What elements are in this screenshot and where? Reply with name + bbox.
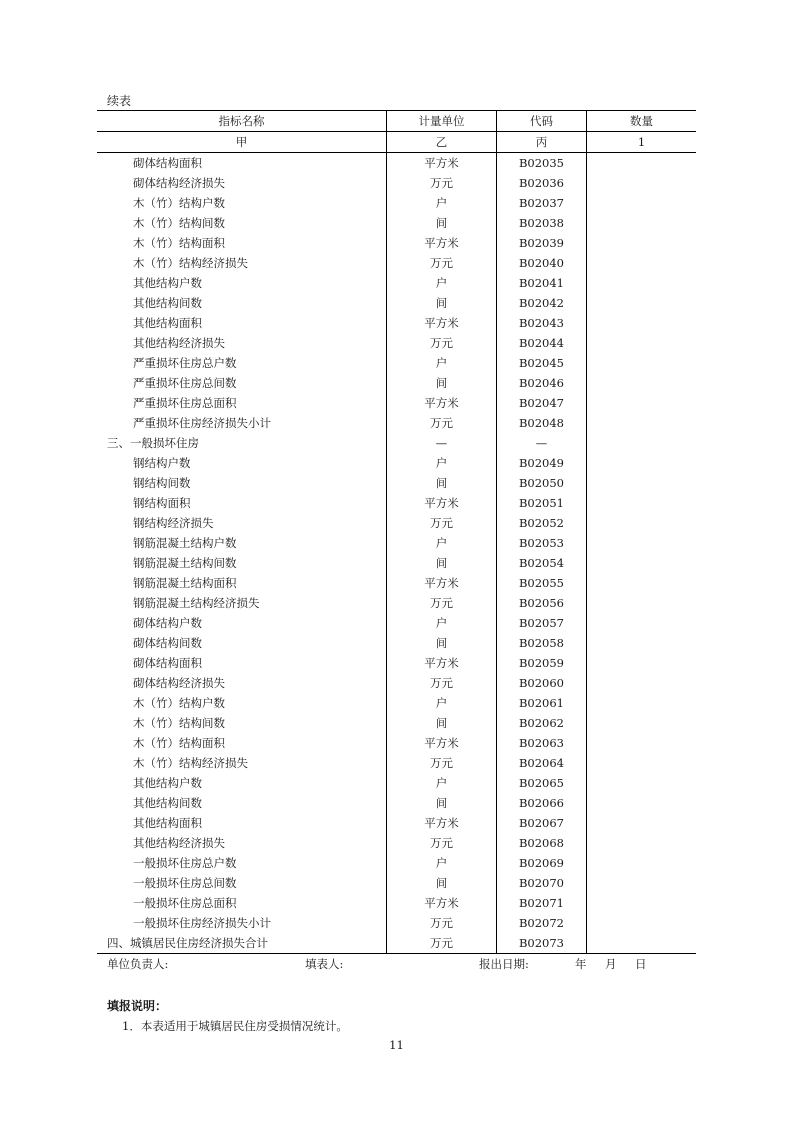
- unit-cell: 户: [387, 273, 497, 293]
- quantity-cell[interactable]: [587, 293, 697, 313]
- quantity-cell[interactable]: [587, 433, 697, 453]
- code-cell: B02066: [497, 793, 587, 813]
- quantity-cell[interactable]: [587, 493, 697, 513]
- code-cell: B02069: [497, 853, 587, 873]
- indicator-name-cell: 其他结构经济损失: [133, 836, 225, 850]
- unit-cell: 平方米: [387, 153, 497, 174]
- subheader-col1: 甲: [97, 132, 387, 153]
- indicator-name-cell: 砌体结构面积: [133, 156, 202, 170]
- month-label: 月: [605, 957, 617, 971]
- indicator-name-cell: 钢结构经济损失: [133, 516, 214, 530]
- quantity-cell[interactable]: [587, 453, 697, 473]
- table-row: [97, 893, 696, 913]
- header-code: 代码: [497, 111, 587, 132]
- unit-cell: 户: [387, 693, 497, 713]
- indicator-name-cell: 严重损坏住房经济损失小计: [133, 416, 271, 430]
- responsible-label: 单位负责人:: [107, 957, 169, 971]
- unit-cell: 平方米: [387, 233, 497, 253]
- indicator-name-cell: 严重损坏住房总户数: [133, 356, 237, 370]
- table-row: [97, 373, 696, 393]
- code-cell: —: [497, 433, 587, 453]
- unit-cell: 户: [387, 853, 497, 873]
- quantity-cell[interactable]: [587, 693, 697, 713]
- table-row: [97, 733, 696, 753]
- table-row: [97, 533, 696, 553]
- table-row: [97, 673, 696, 693]
- unit-cell: 万元: [387, 513, 497, 533]
- unit-cell: 户: [387, 773, 497, 793]
- quantity-cell[interactable]: [587, 153, 697, 174]
- table-row: [97, 513, 696, 533]
- unit-cell: 平方米: [387, 493, 497, 513]
- indicator-name-cell: 木（竹）结构经济损失: [133, 756, 248, 770]
- signature-footer: [97, 954, 693, 974]
- table-row: [97, 413, 696, 433]
- quantity-cell[interactable]: [587, 513, 697, 533]
- code-cell: B02067: [497, 813, 587, 833]
- indicator-name-cell: 钢筋混凝土结构户数: [133, 536, 237, 550]
- quantity-cell[interactable]: [587, 233, 697, 253]
- table-row: [97, 933, 696, 954]
- indicator-name-cell: 砌体结构面积: [133, 656, 202, 670]
- unit-cell: 户: [387, 613, 497, 633]
- unit-cell: 平方米: [387, 393, 497, 413]
- quantity-cell[interactable]: [587, 813, 697, 833]
- table-row: [97, 433, 696, 453]
- code-cell: B02052: [497, 513, 587, 533]
- unit-cell: 万元: [387, 173, 497, 193]
- table-row: [97, 593, 696, 613]
- code-cell: B02044: [497, 333, 587, 353]
- unit-cell: 间: [387, 213, 497, 233]
- quantity-cell[interactable]: [587, 313, 697, 333]
- unit-cell: 间: [387, 793, 497, 813]
- header-indicator-name: 指标名称: [97, 111, 387, 132]
- quantity-cell[interactable]: [587, 473, 697, 493]
- quantity-cell[interactable]: [587, 773, 697, 793]
- code-cell: B02049: [497, 453, 587, 473]
- indicator-name-cell: 木（竹）结构面积: [133, 236, 225, 250]
- unit-cell: 万元: [387, 593, 497, 613]
- code-cell: B02043: [497, 313, 587, 333]
- header-unit: 计量单位: [387, 111, 497, 132]
- quantity-cell[interactable]: [587, 173, 697, 193]
- table-row: [97, 553, 696, 573]
- quantity-cell[interactable]: [587, 893, 697, 913]
- indicator-name-cell: 钢结构间数: [133, 476, 191, 490]
- unit-cell: 间: [387, 713, 497, 733]
- code-cell: B02072: [497, 913, 587, 933]
- unit-cell: 万元: [387, 913, 497, 933]
- table-row: [97, 353, 696, 373]
- indicator-name-cell: 严重损坏住房总面积: [133, 396, 237, 410]
- quantity-cell[interactable]: [587, 673, 697, 693]
- code-cell: B02065: [497, 773, 587, 793]
- indicator-name-cell: 砌体结构经济损失: [133, 676, 225, 690]
- indicator-name-cell: 木（竹）结构户数: [133, 696, 225, 710]
- indicator-name-cell: 一般损坏住房总间数: [133, 876, 237, 890]
- table-row: [97, 853, 696, 873]
- indicator-name-cell: 砌体结构户数: [133, 616, 202, 630]
- code-cell: B02055: [497, 573, 587, 593]
- indicator-name-cell: 一般损坏住房总面积: [133, 896, 237, 910]
- quantity-cell[interactable]: [587, 913, 697, 933]
- notes-title: 填报说明：: [107, 999, 168, 1013]
- unit-cell: 平方米: [387, 813, 497, 833]
- indicator-name-cell: 其他结构户数: [133, 276, 202, 290]
- day-label: 日: [635, 957, 647, 971]
- table-row: [97, 793, 696, 813]
- continued-label: 续表: [107, 94, 132, 108]
- unit-cell: 万元: [387, 253, 497, 273]
- indicator-name-cell: 其他结构间数: [133, 796, 202, 810]
- table-row: [97, 293, 696, 313]
- unit-cell: 万元: [387, 333, 497, 353]
- code-cell: B02051: [497, 493, 587, 513]
- code-cell: B02040: [497, 253, 587, 273]
- table-row: [97, 173, 696, 193]
- indicator-name-cell: 木（竹）结构经济损失: [133, 256, 248, 270]
- indicator-name-cell: 严重损坏住房总间数: [133, 376, 237, 390]
- table-row: [97, 653, 696, 673]
- indicator-name-cell: 木（竹）结构间数: [133, 216, 225, 230]
- unit-cell: 万元: [387, 933, 497, 954]
- subheader-col3: 丙: [497, 132, 587, 153]
- quantity-cell[interactable]: [587, 753, 697, 773]
- table-row: [97, 833, 696, 853]
- quantity-cell[interactable]: [587, 713, 697, 733]
- table-row: [97, 233, 696, 253]
- table-row: [97, 253, 696, 273]
- indicator-name-cell: 四、城镇居民住房经济损失合计: [97, 933, 387, 954]
- unit-cell: 平方米: [387, 313, 497, 333]
- quantity-cell[interactable]: [587, 613, 697, 633]
- code-cell: B02037: [497, 193, 587, 213]
- quantity-cell[interactable]: [587, 573, 697, 593]
- table-row: [97, 713, 696, 733]
- indicator-name-cell: 钢筋混凝土结构面积: [133, 576, 237, 590]
- code-cell: B02071: [497, 893, 587, 913]
- indicator-name-cell: 钢结构面积: [133, 496, 191, 510]
- table-row: [97, 273, 696, 293]
- table-row: [97, 213, 696, 233]
- unit-cell: 间: [387, 633, 497, 653]
- quantity-cell[interactable]: [587, 833, 697, 853]
- quantity-cell[interactable]: [587, 533, 697, 553]
- indicator-name-cell: 其他结构间数: [133, 296, 202, 310]
- table-row: [97, 493, 696, 513]
- table-row: [97, 773, 696, 793]
- quantity-cell[interactable]: [587, 273, 697, 293]
- code-cell: B02050: [497, 473, 587, 493]
- code-cell: B02073: [497, 933, 587, 954]
- indicator-name-cell: 木（竹）结构户数: [133, 196, 225, 210]
- unit-cell: 间: [387, 293, 497, 313]
- code-cell: B02053: [497, 533, 587, 553]
- indicator-name-cell: 其他结构面积: [133, 816, 202, 830]
- table-row: [97, 753, 696, 773]
- unit-cell: 户: [387, 353, 497, 373]
- table-row: [97, 813, 696, 833]
- code-cell: B02057: [497, 613, 587, 633]
- quantity-cell[interactable]: [587, 413, 697, 433]
- quantity-cell[interactable]: [587, 213, 697, 233]
- code-cell: B02060: [497, 673, 587, 693]
- indicator-name-cell: 砌体结构间数: [133, 636, 202, 650]
- code-cell: B02070: [497, 873, 587, 893]
- table-row: [97, 333, 696, 353]
- indicator-name-cell: 其他结构经济损失: [133, 336, 225, 350]
- code-cell: B02068: [497, 833, 587, 853]
- indicator-name-cell: 其他结构户数: [133, 776, 202, 790]
- code-cell: B02059: [497, 653, 587, 673]
- unit-cell: 间: [387, 373, 497, 393]
- quantity-cell[interactable]: [587, 553, 697, 573]
- indicator-name-cell: 其他结构面积: [133, 316, 202, 330]
- subheader-col4: 1: [587, 132, 697, 153]
- code-cell: B02061: [497, 693, 587, 713]
- code-cell: B02041: [497, 273, 587, 293]
- indicator-name-cell: 木（竹）结构间数: [133, 716, 225, 730]
- table-row: [97, 573, 696, 593]
- page-number: 11: [389, 1038, 404, 1052]
- unit-cell: 间: [387, 873, 497, 893]
- indicator-name-cell: 钢筋混凝土结构间数: [133, 556, 237, 570]
- quantity-cell[interactable]: [587, 193, 697, 213]
- code-cell: B02038: [497, 213, 587, 233]
- table-body: [97, 153, 696, 954]
- indicator-name-cell: 砌体结构经济损失: [133, 176, 225, 190]
- quantity-cell[interactable]: [587, 793, 697, 813]
- code-cell: B02056: [497, 593, 587, 613]
- quantity-cell[interactable]: [587, 373, 697, 393]
- indicator-name-cell: 三、一般损坏住房: [107, 436, 199, 450]
- table-row: [97, 393, 696, 413]
- quantity-cell[interactable]: [587, 353, 697, 373]
- header-quantity: 数量: [587, 111, 697, 132]
- quantity-cell[interactable]: [587, 393, 697, 413]
- code-cell: B02047: [497, 393, 587, 413]
- unit-cell: 平方米: [387, 893, 497, 913]
- quantity-cell[interactable]: [587, 653, 697, 673]
- unit-cell: 间: [387, 473, 497, 493]
- quantity-cell[interactable]: [587, 873, 697, 893]
- indicator-name-cell: 一般损坏住房经济损失小计: [133, 916, 271, 930]
- filler-label: 填表人:: [305, 957, 344, 971]
- unit-cell: 间: [387, 553, 497, 573]
- code-cell: B02062: [497, 713, 587, 733]
- code-cell: B02039: [497, 233, 587, 253]
- unit-cell: 万元: [387, 413, 497, 433]
- unit-cell: 户: [387, 533, 497, 553]
- quantity-cell[interactable]: [587, 733, 697, 753]
- code-cell: B02063: [497, 733, 587, 753]
- code-cell: B02048: [497, 413, 587, 433]
- code-cell: B02042: [497, 293, 587, 313]
- unit-cell: 万元: [387, 753, 497, 773]
- indicator-name-cell: 木（竹）结构面积: [133, 736, 225, 750]
- quantity-cell[interactable]: [587, 853, 697, 873]
- unit-cell: 平方米: [387, 573, 497, 593]
- quantity-cell[interactable]: [587, 933, 697, 954]
- code-cell: B02054: [497, 553, 587, 573]
- unit-cell: 平方米: [387, 733, 497, 753]
- table-row: [97, 873, 696, 893]
- code-cell: B02036: [497, 173, 587, 193]
- quantity-cell[interactable]: [587, 633, 697, 653]
- unit-cell: 平方米: [387, 653, 497, 673]
- quantity-cell[interactable]: [587, 253, 697, 273]
- table-row: [97, 693, 696, 713]
- note-item: 1．本表适用于城镇居民住房受损情况统计。: [122, 1019, 348, 1033]
- unit-cell: 万元: [387, 673, 497, 693]
- table-row: [97, 453, 696, 473]
- unit-cell: 万元: [387, 833, 497, 853]
- year-label: 年: [575, 957, 587, 971]
- code-cell: B02058: [497, 633, 587, 653]
- table-row: [97, 313, 696, 333]
- table-subheader-row: [97, 132, 696, 153]
- code-cell: B02035: [497, 153, 587, 174]
- quantity-cell[interactable]: [587, 333, 697, 353]
- code-cell: B02045: [497, 353, 587, 373]
- table-row: [97, 153, 696, 174]
- code-cell: B02046: [497, 373, 587, 393]
- indicator-name-cell: 钢结构户数: [133, 456, 191, 470]
- table-row: [97, 913, 696, 933]
- subheader-col2: 乙: [387, 132, 497, 153]
- quantity-cell[interactable]: [587, 593, 697, 613]
- table-row: [97, 613, 696, 633]
- table-row: [97, 473, 696, 493]
- table-header-row: [97, 111, 696, 132]
- code-cell: B02064: [497, 753, 587, 773]
- table-row: [97, 193, 696, 213]
- table-row: [97, 633, 696, 653]
- report-date-label: 报出日期:: [479, 957, 529, 971]
- unit-cell: —: [387, 433, 497, 453]
- statistics-table: [97, 110, 696, 954]
- indicator-name-cell: 一般损坏住房总户数: [133, 856, 237, 870]
- unit-cell: 户: [387, 193, 497, 213]
- unit-cell: 户: [387, 453, 497, 473]
- indicator-name-cell: 钢筋混凝土结构经济损失: [133, 596, 260, 610]
